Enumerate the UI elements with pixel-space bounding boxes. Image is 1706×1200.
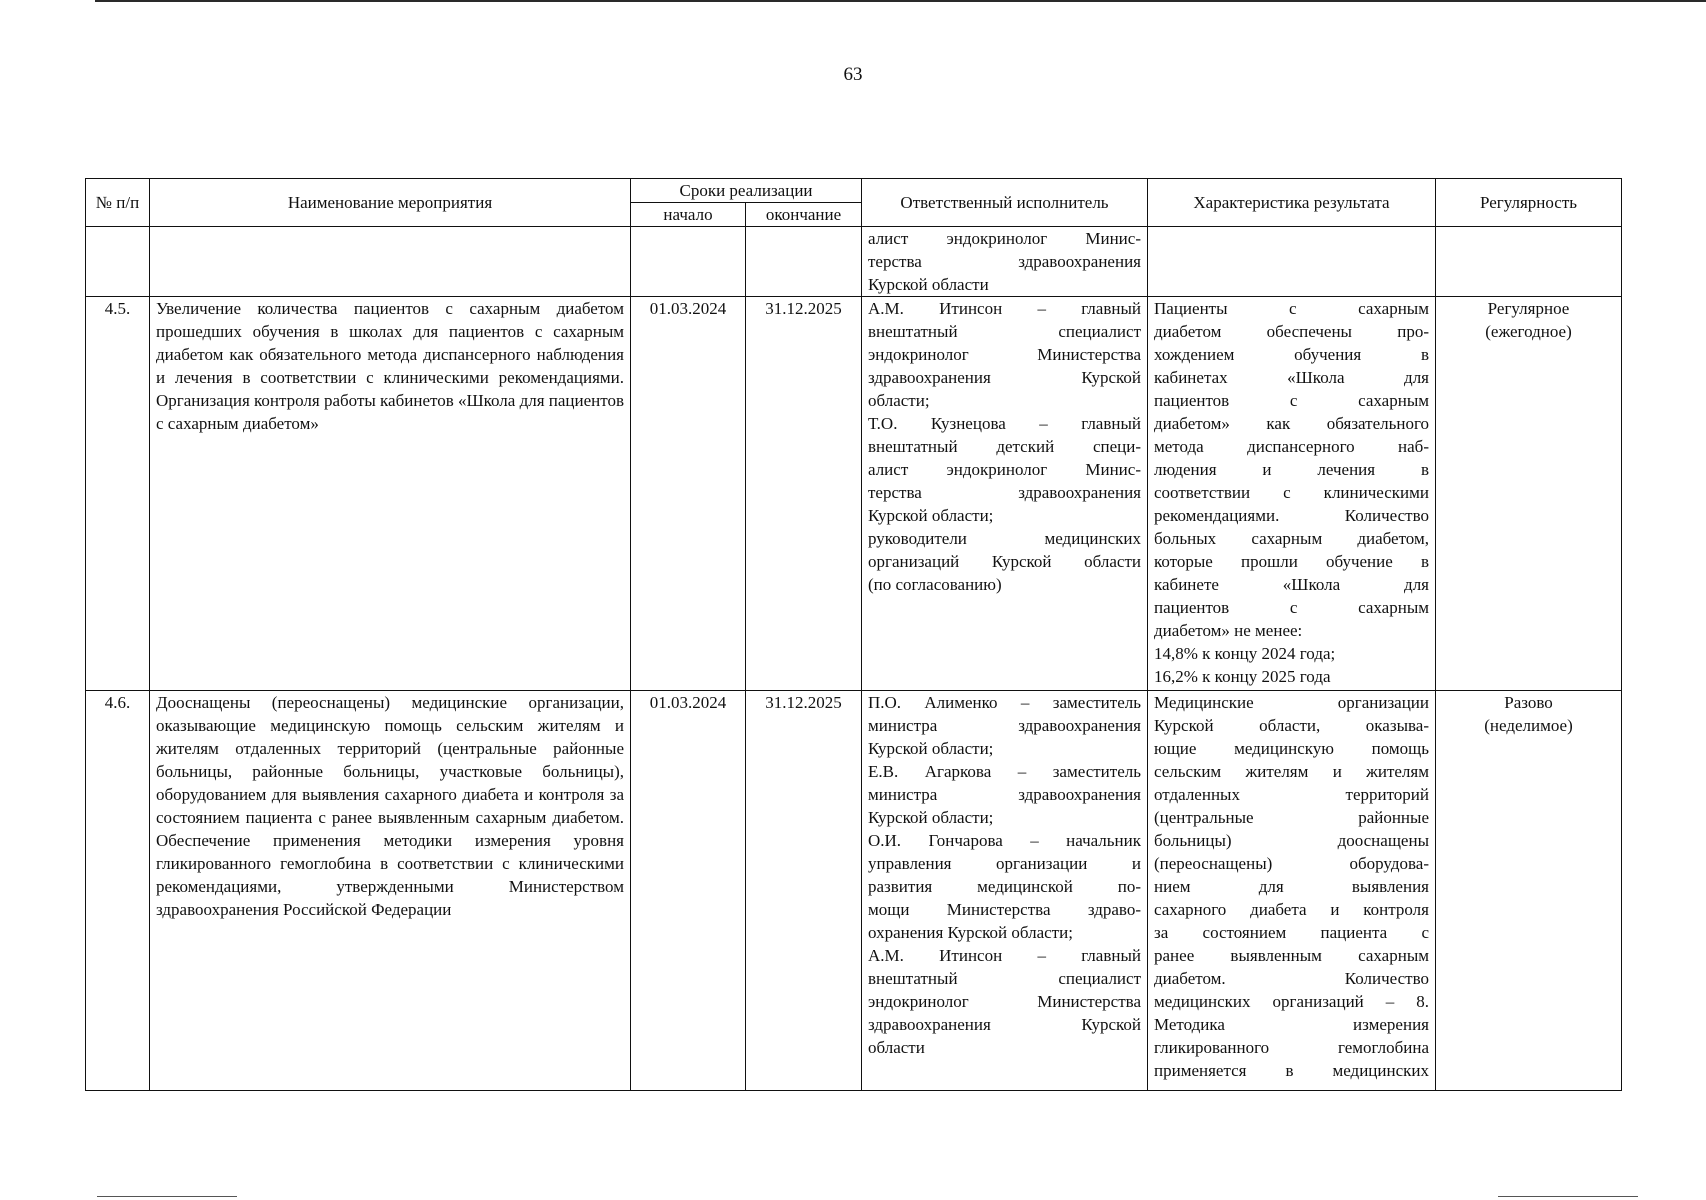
executor-line: внештатный специалист bbox=[868, 969, 1141, 988]
result-line: соответствии с клиническими bbox=[1154, 483, 1429, 502]
result-line: отдаленных территорий bbox=[1154, 785, 1429, 804]
result-line: гликированного гемоглобина bbox=[1154, 1038, 1429, 1057]
result-cell bbox=[1148, 691, 1436, 1091]
start-date: 01.03.2024 bbox=[631, 297, 746, 691]
result-line: кабинете «Школа для bbox=[1154, 575, 1429, 594]
continuation-executor-cell bbox=[862, 227, 1148, 297]
table-row bbox=[86, 297, 1622, 691]
result-line: метода диспансерного наб- bbox=[1154, 437, 1429, 456]
scan-edge-top bbox=[95, 0, 1706, 2]
continuation-row bbox=[86, 227, 1622, 297]
result-line: Курской области, оказыва- bbox=[1154, 716, 1429, 735]
executor-line: А.М. Итинсон – главный bbox=[868, 299, 1141, 318]
header-result: Характеристика результата bbox=[1148, 179, 1436, 227]
executor-line: области; bbox=[868, 391, 930, 410]
result-line: диабетом» не менее: bbox=[1154, 621, 1303, 640]
executor-line: Курской области; bbox=[868, 739, 994, 758]
scan-edge-bottom-right bbox=[1498, 1196, 1638, 1197]
executor-line: алист эндокринолог Минис- bbox=[868, 460, 1141, 479]
result-line: диабетом» как обязательного bbox=[1154, 414, 1429, 433]
executor-line: здравоохранения Курской bbox=[868, 1015, 1141, 1034]
executor-line: руководители медицинских bbox=[868, 529, 1141, 548]
result-line: Методика измерения bbox=[1154, 1015, 1429, 1034]
result-line: 14,8% к концу 2024 года; bbox=[1154, 644, 1336, 663]
result-line: медицинских организаций – 8. bbox=[1154, 992, 1429, 1011]
executor-line: Е.В. Агаркова – заместитель bbox=[868, 762, 1141, 781]
continuation-result-cell bbox=[1148, 227, 1436, 297]
executor-line: О.И. Гончарова – начальник bbox=[868, 831, 1141, 850]
event-name: Дооснащены (переоснащены) медицинские организации, оказывающие медицинскую помощь сельским жителям и жителям отдаленных территорий (центральные районные больницы, районные больницы, участковые больницы), оборудованием для выявления сахарного диабета и контроля за состоянием пациента с ранее выявленным сахарным диабетом. Обеспечение применения методики измерения уровня гликированного гемоглобина в соответствии с клиническими рекомендациями, утвержденными Министерством здравоохранения Российской Федерации bbox=[150, 691, 631, 1091]
executor-line: мощи Министерства здраво- bbox=[868, 900, 1141, 919]
executor-line: А.М. Итинсон – главный bbox=[868, 946, 1141, 965]
result-line: кабинетах «Школа для bbox=[1154, 368, 1429, 387]
header-end: окончание bbox=[746, 203, 862, 227]
result-line: сахарного диабета и контроля bbox=[1154, 900, 1429, 919]
result-line: (переоснащены) оборудова- bbox=[1154, 854, 1429, 873]
result-line: больных сахарным диабетом, bbox=[1154, 529, 1429, 548]
executor-cell bbox=[862, 297, 1148, 691]
header-start: начало bbox=[631, 203, 746, 227]
regularity-cell bbox=[1436, 691, 1622, 1091]
header-row-1 bbox=[86, 179, 1622, 203]
executor-line: охранения Курской области; bbox=[868, 923, 1073, 942]
executor-line: Курской области; bbox=[868, 506, 994, 525]
header-name: Наименование мероприятия bbox=[150, 179, 631, 227]
result-line: Пациенты с сахарным bbox=[1154, 299, 1429, 318]
table-row bbox=[86, 691, 1622, 1091]
executor-line: области bbox=[868, 1038, 925, 1057]
regularity-line: (ежегодное) bbox=[1485, 322, 1572, 341]
result-line: диабетом обеспечены про- bbox=[1154, 322, 1429, 341]
continuation-regularity-cell bbox=[1436, 227, 1622, 297]
continuation-start-cell bbox=[631, 227, 746, 297]
result-line: ющие медицинскую помощь bbox=[1154, 739, 1429, 758]
result-line: применяется в медицинских bbox=[1154, 1061, 1429, 1080]
result-line: 16,2% к концу 2025 года bbox=[1154, 667, 1331, 686]
result-line: нием для выявления bbox=[1154, 877, 1429, 896]
continuation-executor-line: Курской области bbox=[868, 275, 989, 294]
header-executor: Ответственный исполнитель bbox=[862, 179, 1148, 227]
executor-line: здравоохранения Курской bbox=[868, 368, 1141, 387]
header-num: № п/п bbox=[86, 179, 150, 227]
regularity-line: Регулярное bbox=[1487, 299, 1570, 318]
executor-line: эндокринолог Министерства bbox=[868, 992, 1141, 1011]
result-line: пациентов с сахарным bbox=[1154, 391, 1429, 410]
result-line: пациентов с сахарным bbox=[1154, 598, 1429, 617]
result-line: диабетом. Количество bbox=[1154, 969, 1429, 988]
row-number: 4.6. bbox=[86, 691, 150, 1091]
result-line: за состоянием пациента с bbox=[1154, 923, 1429, 942]
result-line: Медицинские организации bbox=[1154, 693, 1429, 712]
end-date: 31.12.2025 bbox=[746, 297, 862, 691]
start-date: 01.03.2024 bbox=[631, 691, 746, 1091]
executor-line: Курской области; bbox=[868, 808, 994, 827]
result-line: ранее выявленным сахарным bbox=[1154, 946, 1429, 965]
header-terms: Сроки реализации bbox=[631, 179, 862, 203]
result-line: больницы) дооснащены bbox=[1154, 831, 1429, 850]
continuation-num-cell bbox=[86, 227, 150, 297]
executor-line: внештатный специалист bbox=[868, 322, 1141, 341]
result-line: сельским жителям и жителям bbox=[1154, 762, 1429, 781]
event-name: Увеличение количества пациентов с сахарным диабетом прошедших обучения в школах для пациентов с сахарным диабетом как обязательного метода диспансерного наблюдения и лечения в соответствии с клиническими рекомендациями. Организация контроля работы кабинетов «Школа для пациентов с сахарным диабетом» bbox=[150, 297, 631, 691]
executor-line: министра здравоохранения bbox=[868, 716, 1141, 735]
result-cell bbox=[1148, 297, 1436, 691]
scan-edge-bottom-left bbox=[97, 1196, 237, 1197]
result-line: хождением обучения в bbox=[1154, 345, 1429, 364]
result-line: рекомендациями. Количество bbox=[1154, 506, 1429, 525]
plan-table bbox=[85, 178, 1622, 1091]
executor-line: управления организации и bbox=[868, 854, 1141, 873]
result-line: (центральные районные bbox=[1154, 808, 1429, 827]
row-number: 4.5. bbox=[86, 297, 150, 691]
page-number: 63 bbox=[843, 64, 863, 85]
executor-line: П.О. Алименко – заместитель bbox=[868, 693, 1141, 712]
continuation-executor-line: алист эндокринолог Минис- bbox=[868, 229, 1141, 248]
result-line: которые прошли обучение в bbox=[1154, 552, 1429, 571]
executor-line: развития медицинской по- bbox=[868, 877, 1141, 896]
executor-line: министра здравоохранения bbox=[868, 785, 1141, 804]
executor-line: терства здравоохранения bbox=[868, 483, 1141, 502]
end-date: 31.12.2025 bbox=[746, 691, 862, 1091]
regularity-cell bbox=[1436, 297, 1622, 691]
executor-line: Т.О. Кузнецова – главный bbox=[868, 414, 1141, 433]
header-regularity: Регулярность bbox=[1436, 179, 1622, 227]
executor-cell bbox=[862, 691, 1148, 1091]
executor-line: (по согласованию) bbox=[868, 575, 1002, 594]
continuation-name-cell bbox=[150, 227, 631, 297]
continuation-end-cell bbox=[746, 227, 862, 297]
continuation-executor-line: терства здравоохранения bbox=[868, 252, 1141, 271]
regularity-line: Разово bbox=[1504, 693, 1553, 712]
executor-line: эндокринолог Министерства bbox=[868, 345, 1141, 364]
executor-line: организаций Курской области bbox=[868, 552, 1141, 571]
result-line: людения и лечения в bbox=[1154, 460, 1429, 479]
executor-line: внештатный детский специ- bbox=[868, 437, 1141, 456]
regularity-line: (неделимое) bbox=[1484, 716, 1573, 735]
